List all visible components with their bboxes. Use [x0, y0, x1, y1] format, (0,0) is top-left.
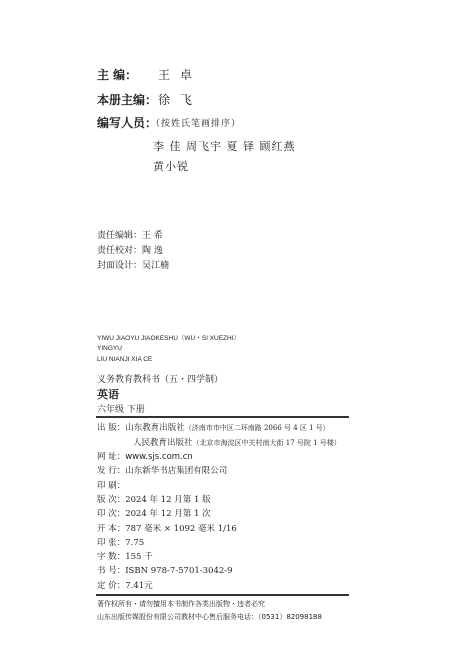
responsible-proofreader [97, 243, 163, 256]
format-value: 787 毫米 × 1092 毫米 1/16 [125, 524, 237, 534]
writers-note: （按姓氏笔画排序） [151, 119, 242, 129]
cip-pinyin-line3: LIU NIANJI XIA CE [97, 356, 153, 363]
imprint-words-row [97, 550, 153, 562]
sheets-value: 7.75 [125, 538, 145, 548]
publisher-label: 出 版： [97, 423, 126, 433]
publisher2-address: （北京市海淀区中关村南大街 17 号院 1 号楼） [192, 439, 341, 447]
words-label: 字 数： [97, 552, 126, 562]
isbn-value: ISBN 978-7-5701-3042-9 [125, 566, 233, 576]
distributor-value: 山东新华书店集团有限公司 [125, 466, 228, 476]
imprint-publisher-row [97, 421, 330, 433]
price-value: 7.41元 [125, 581, 153, 591]
website-label: 网 址： [97, 452, 126, 462]
writers-label: 编写人员： [97, 116, 158, 130]
volume-editor-label: 本册主编： [97, 93, 158, 107]
printing-value: 2024 年 12 月第 1 次 [125, 509, 211, 519]
isbn-label: 书 号： [97, 566, 126, 576]
edition-value: 2024 年 12 月第 1 版 [125, 495, 211, 505]
chief-editor-label: 主 编： [97, 68, 138, 82]
responsible-proofreader-label: 责任校对： [97, 246, 143, 256]
format-label: 开 本： [97, 524, 126, 534]
grade-volume: 六年级 下册 [97, 405, 145, 415]
after-sales-service: 山东出版传媒股份有限公司教材中心售后服务电话：（0531）82098188 [97, 613, 322, 621]
imprint-printer-row [97, 479, 125, 491]
cip-pinyin-line2: YINGYU [97, 345, 122, 352]
publisher2-name: 人民教育出版社 [133, 438, 193, 448]
cip-pinyin-line1: YIWU JIAOYU JIAOKESHU（WU・SI XUEZHI） [97, 335, 241, 342]
series-title: 义务教育教科书（五・四学制） [97, 375, 224, 385]
chief-editor-name: 王 卓 [158, 68, 195, 82]
imprint-edition-row [97, 493, 211, 505]
imprint-distributor-row [97, 464, 227, 476]
publisher1-address: （济南市市中区二环南路 2066 号 4 区 1 号） [184, 424, 330, 432]
subject-title: 英语 [97, 388, 119, 401]
bottom-rule [96, 594, 349, 596]
printer-label: 印 刷： [97, 481, 126, 491]
edition-label: 版 次： [97, 495, 126, 505]
responsible-proofreader-value: 陶 逸 [142, 246, 163, 256]
cover-designer [97, 258, 169, 271]
imprint-price-row [97, 579, 153, 591]
imprint-isbn-row [97, 564, 233, 576]
publisher1-name: 山东教育出版社 [125, 423, 185, 433]
cover-designer-label: 封面设计： [97, 261, 143, 271]
cover-designer-value: 吴江楠 [142, 261, 170, 271]
responsible-editor [97, 228, 163, 241]
printing-label: 印 次： [97, 509, 126, 519]
distributor-label: 发 行： [97, 466, 126, 476]
writers-list-line2: 黄小锐 [153, 160, 189, 173]
copyright-notice: 著作权所有・请勿擅用本书制作各类出版物・违者必究 [97, 600, 265, 608]
top-rule [96, 416, 349, 418]
imprint-format-row [97, 522, 237, 534]
imprint-website-row [97, 450, 193, 462]
imprint-publisher2-row [133, 436, 341, 448]
responsible-editor-value: 王 希 [142, 231, 163, 241]
words-value: 155 千 [125, 552, 153, 562]
imprint-printing-row [97, 507, 211, 519]
price-label: 定 价： [97, 581, 126, 591]
imprint-sheets-row [97, 536, 144, 548]
sheets-label: 印 张： [97, 538, 126, 548]
website-value: www.sjs.com.cn [125, 452, 193, 462]
responsible-editor-label: 责任编辑： [97, 231, 143, 241]
volume-editor-name: 徐 飞 [158, 93, 195, 107]
writers-list-line1: 李 佳 周飞宇 夏 铎 顾红燕 [153, 140, 296, 153]
